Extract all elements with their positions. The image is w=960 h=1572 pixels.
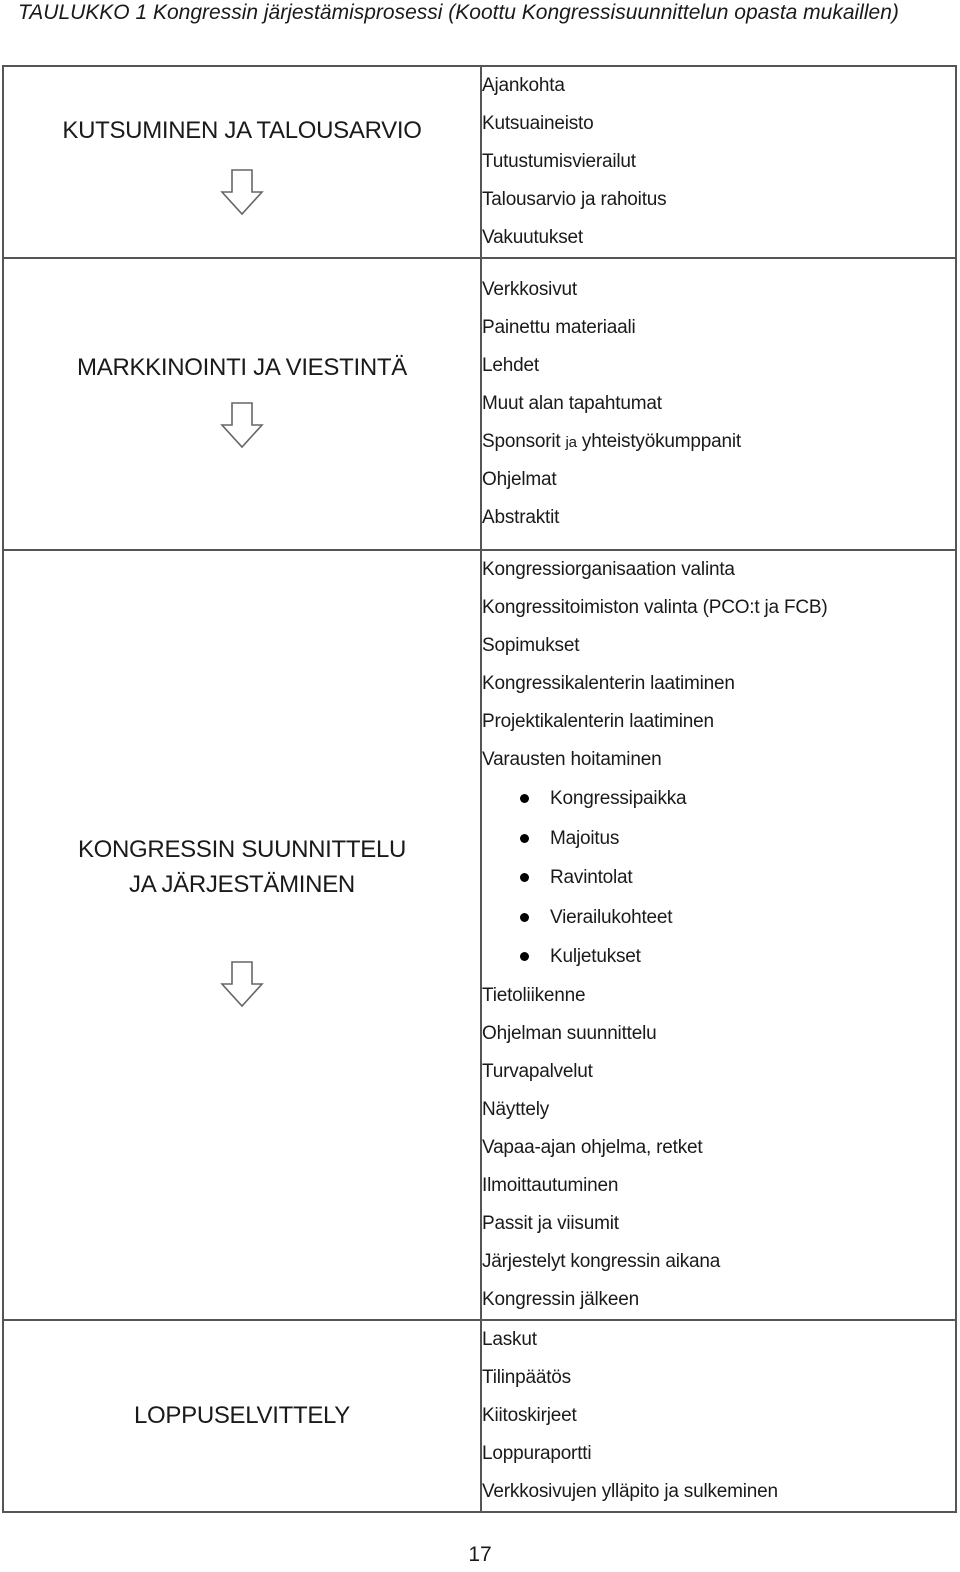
bullet-list-item xyxy=(482,898,955,938)
list-item: Verkkosivujen ylläpito ja sulkeminen xyxy=(482,1480,778,1502)
phase-row-planning-organizing xyxy=(3,550,956,1320)
bullet-text: Vierailukohteet xyxy=(550,906,673,928)
phase-title: KONGRESSIN SUUNNITTELU JA JÄRJESTÄMINEN xyxy=(77,835,407,898)
phase-row-invitation-budget xyxy=(3,66,956,258)
bullet-list-item xyxy=(482,858,955,898)
list-item: Varausten hoitaminen xyxy=(482,749,662,770)
list-item: Näyttely xyxy=(482,1098,550,1120)
list-item: Verkkosivut xyxy=(482,279,577,300)
sponsor-text: Sponsorit ja yhteistyökumppanit xyxy=(482,431,741,452)
down-arrow-icon xyxy=(220,960,264,1008)
phase-items-list xyxy=(482,271,955,537)
list-item: Ohjelman suunnittelu xyxy=(482,1022,657,1044)
list-item: Vapaa-ajan ohjelma, retket xyxy=(482,1136,703,1158)
phase-items-list xyxy=(482,67,955,257)
phase-row-final-settlement xyxy=(3,1320,956,1512)
list-item: Vakuutukset xyxy=(482,227,583,248)
bullet-icon xyxy=(520,952,529,961)
phase-title: KUTSUMINEN JA TALOUSARVIO xyxy=(62,116,422,144)
list-item: Lehdet xyxy=(482,355,539,376)
list-item: Laskut xyxy=(482,1328,537,1350)
phase-cell xyxy=(3,550,481,1320)
phase-items-cell xyxy=(481,550,956,1320)
bullet-text: Ravintolat xyxy=(550,867,633,888)
list-item: Muut alan tapahtumat xyxy=(482,393,662,414)
list-item: Abstraktit xyxy=(482,507,560,528)
list-item: Tietoliikenne xyxy=(482,984,586,1006)
list-item: Ajankohta xyxy=(482,75,565,96)
phase-items-list xyxy=(482,1321,955,1511)
bullet-list-item xyxy=(482,779,955,819)
list-item: Ohjelmat xyxy=(482,469,557,490)
bullet-icon xyxy=(520,794,529,803)
list-item: Loppuraportti xyxy=(482,1442,592,1464)
list-item: Järjestelyt kongressin aikana xyxy=(482,1250,721,1272)
bullet-text: Kongressipaikka xyxy=(550,788,687,809)
list-item: Kiitoskirjeet xyxy=(482,1404,577,1426)
bullet-icon xyxy=(520,873,529,882)
bullet-icon xyxy=(520,913,529,922)
list-item: Ilmoittautuminen xyxy=(482,1174,619,1196)
bullet-text: Kuljetukset xyxy=(550,946,641,967)
list-item xyxy=(482,423,955,461)
phase-title: LOPPUSELVITTELY xyxy=(133,1402,351,1429)
list-item: Kongressin jälkeen xyxy=(482,1288,639,1310)
table-caption: TAULUKKO 1 Kongressin järjestämisprosessi (Koottu Kongressisuunnittelun opasta mukaillen) xyxy=(18,1,899,24)
phase-row-marketing-communication xyxy=(3,258,956,550)
list-item: Kongressitoimiston valinta (PCO:t ja FCB) xyxy=(482,597,828,618)
list-item: Turvapalvelut xyxy=(482,1060,593,1082)
list-item: Talousarvio ja rahoitus xyxy=(482,189,667,210)
bullet-text: Majoitus xyxy=(550,827,620,849)
bullet-icon xyxy=(520,834,529,843)
bullet-list-item xyxy=(482,819,955,859)
phase-items-list xyxy=(482,551,955,1319)
down-arrow-icon xyxy=(220,168,264,216)
list-item: Tilinpäätös xyxy=(482,1366,571,1388)
bullet-list-item xyxy=(482,937,955,977)
phase-items-cell xyxy=(481,1320,956,1512)
phase-cell xyxy=(3,258,481,550)
phase-cell xyxy=(3,66,481,258)
list-item: Passit ja viisumit xyxy=(482,1212,619,1234)
list-item: Kongressiorganisaation valinta xyxy=(482,559,735,580)
list-item: Projektikalenterin laatiminen xyxy=(482,711,714,732)
list-item: Sopimukset xyxy=(482,635,580,656)
process-table xyxy=(2,65,957,1513)
list-item: Tutustumisvierailut xyxy=(482,151,636,172)
phase-cell xyxy=(3,1320,481,1512)
page-number: 17 xyxy=(468,1543,492,1566)
phase-title: MARKKINOINTI JA VIESTINTÄ xyxy=(77,353,407,381)
down-arrow-icon xyxy=(220,401,264,449)
list-item: Painettu materiaali xyxy=(482,317,636,338)
phase-items-cell xyxy=(481,66,956,258)
list-item: Kutsuaineisto xyxy=(482,113,594,134)
phase-items-cell xyxy=(481,258,956,550)
list-item: Kongressikalenterin laatiminen xyxy=(482,673,735,694)
